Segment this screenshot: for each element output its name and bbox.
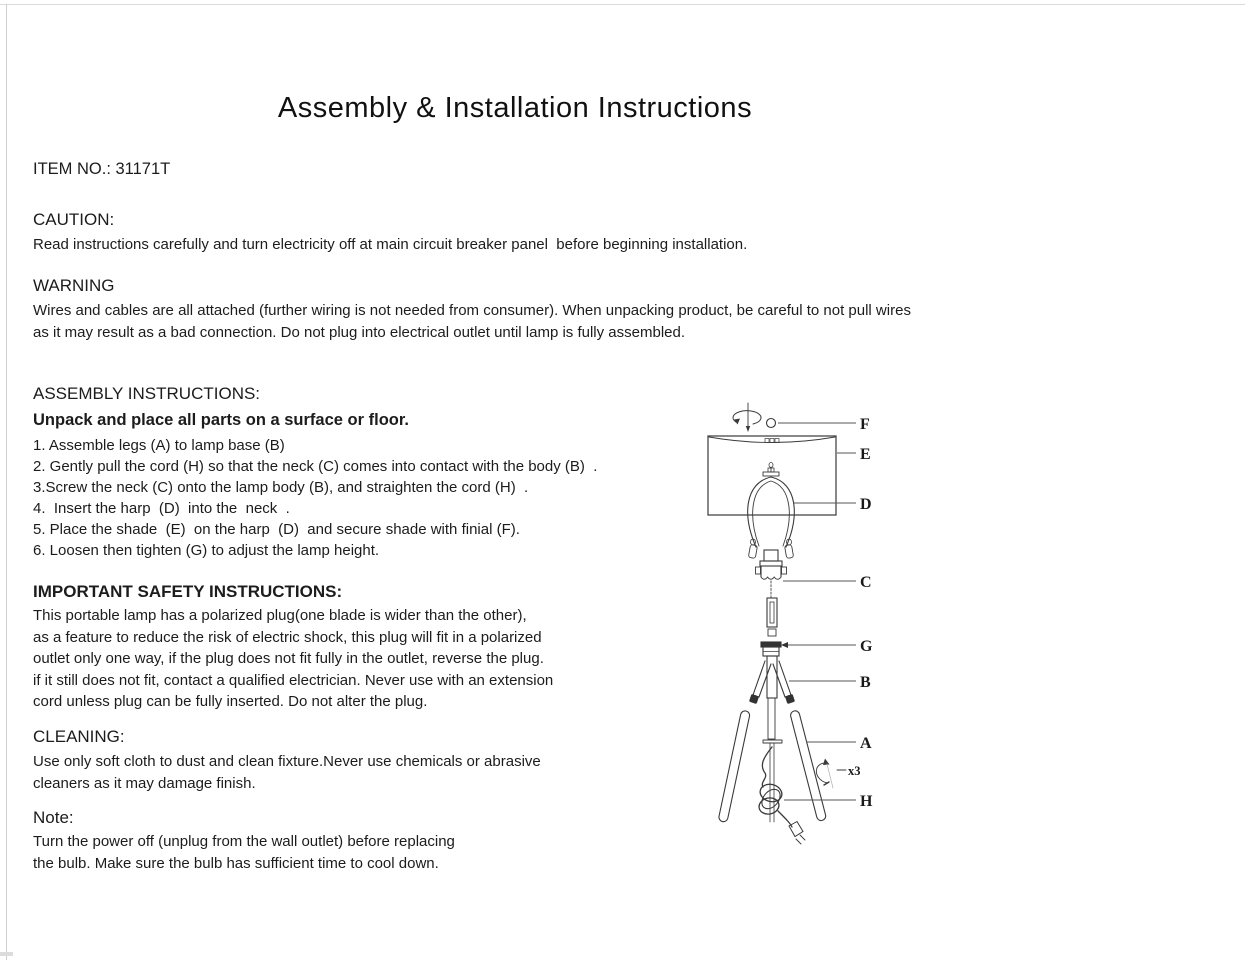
- cleaning-heading: CLEANING:: [33, 727, 125, 746]
- socket-ear: [782, 567, 787, 574]
- safety-line: This portable lamp has a polarized plug(one blade is wider than the other),: [33, 607, 527, 624]
- lamp-line-drawing: [690, 395, 890, 860]
- assembly-steps: [33, 435, 597, 561]
- section-assembly: [33, 384, 597, 561]
- finial-axis-arrowhead: [746, 426, 750, 432]
- leader-adjuster-arrowhead: [781, 642, 788, 648]
- label-neck: C: [860, 574, 872, 591]
- assembly-heading: ASSEMBLY INSTRUCTIONS:: [33, 384, 261, 403]
- assembly-step: 2. Gently pull the cord (H) so that the neck (C) comes into contact with the body (B) .: [33, 458, 598, 475]
- leg-foot: [785, 694, 795, 704]
- lamp-diagram: [690, 395, 890, 860]
- socket-band: [760, 561, 782, 566]
- cleaning-line: cleaners as it may damage finish.: [33, 774, 256, 792]
- shade-fitter-mark: [770, 439, 774, 443]
- section-caution: [33, 210, 747, 256]
- pole-slot: [770, 602, 774, 623]
- section-cleaning: [33, 727, 541, 794]
- socket-ear: [756, 567, 761, 574]
- adjuster-disc: [761, 642, 781, 647]
- assembly-step: 4. Insert the harp (D) into the neck .: [33, 500, 290, 517]
- assembly-subheading: Unpack and place all parts on a surface or floor.: [33, 411, 409, 429]
- x3-rotation-arrow-icon: [816, 763, 828, 783]
- cord-part: [762, 747, 772, 787]
- socket-body: [761, 566, 781, 577]
- shade-fitter-mark: [765, 439, 769, 443]
- caution-heading: CAUTION:: [33, 210, 115, 229]
- label-adjuster: G: [860, 638, 873, 655]
- tripod-leg: [790, 710, 827, 822]
- item-number: ITEM NO.: 31171T: [33, 160, 171, 178]
- label-cord: H: [860, 793, 873, 810]
- x3-arrowhead: [823, 759, 830, 766]
- note-line: Turn the power off (unplug from the wall outlet) before replacing: [33, 833, 455, 850]
- section-safety: [33, 582, 553, 713]
- tripod-leg: [718, 710, 750, 822]
- shade-fitter-mark: [775, 439, 779, 443]
- warning-heading: WARNING: [33, 276, 115, 295]
- safety-line: as a feature to reduce the risk of electric shock, this plug will fit in a polarized: [33, 628, 542, 646]
- label-harp: D: [860, 496, 872, 513]
- warning-line: as it may result as a bad connection. Do not plug into electrical outlet until lamp is fully assembled.: [33, 323, 686, 341]
- label-body: B: [860, 674, 871, 691]
- label-shade: E: [860, 446, 871, 463]
- page-edge-left: [6, 4, 7, 960]
- plug-part: [789, 822, 803, 837]
- cleaning-line: Use only soft cloth to dust and clean fixture.Never use chemicals or abrasive: [33, 753, 541, 770]
- assembly-step: 5. Place the shade (E) on the harp (D) and secure shade with finial (F).: [33, 521, 520, 538]
- harp-saddle: [763, 472, 779, 476]
- safety-line: cord unless plug can be fully inserted. Do not alter the plug.: [33, 693, 428, 711]
- assembly-step: 1. Assemble legs (A) to lamp base (B): [33, 437, 285, 454]
- page-edge-top: [0, 4, 1245, 5]
- harp-part: [753, 481, 790, 546]
- section-note: [33, 808, 455, 874]
- label-finial: F: [860, 416, 870, 433]
- pole-connector: [768, 629, 776, 636]
- cord-coil: [758, 796, 781, 816]
- upper-leg: [753, 661, 771, 697]
- note-heading: Note:: [33, 808, 74, 827]
- label-leg: A: [860, 735, 872, 752]
- assembly-step: 6. Loosen then tighten (G) to adjust the lamp height.: [33, 542, 380, 559]
- warning-line: Wires and cables are all attached (further wiring is not needed from consumer). When unpacking product, be careful to not pull wires: [33, 302, 911, 319]
- socket-scallop: [761, 577, 781, 579]
- x3-axis-line: [827, 764, 833, 788]
- section-warning: [33, 276, 911, 343]
- plug-prongs: [796, 835, 805, 844]
- page-edge-bottom: [0, 952, 13, 956]
- harp-part: [748, 477, 795, 547]
- caution-body: Read instructions carefully and turn electricity off at main circuit breaker panel before beginning installation.: [33, 236, 748, 253]
- label-leg-quantity: x3: [848, 764, 861, 778]
- page-title: Assembly & Installation Instructions: [277, 92, 753, 124]
- shade-top-rim: [709, 437, 835, 443]
- socket-top: [764, 550, 778, 561]
- base-flange: [763, 740, 782, 743]
- center-rod: [770, 743, 774, 822]
- safety-line: if it still does not fit, contact a qualified electrician. Never use with an extension: [33, 671, 554, 689]
- center-pole-lower: [768, 698, 775, 739]
- safety-heading: IMPORTANT SAFETY INSTRUCTIONS:: [33, 582, 343, 601]
- assembly-step: 3.Screw the neck (C) onto the lamp body (B), and straighten the cord (H) .: [33, 479, 529, 496]
- finial-part: [767, 419, 776, 428]
- upper-leg: [773, 661, 791, 697]
- leg-foot: [749, 694, 759, 704]
- note-line: the bulb. Make sure the bulb has sufficient time to cool down.: [33, 854, 439, 872]
- cord-tail: [778, 811, 792, 827]
- body-pole: [767, 656, 777, 698]
- safety-line: outlet only one way, if the plug does not fit fully in the outlet, reverse the plug.: [33, 650, 544, 668]
